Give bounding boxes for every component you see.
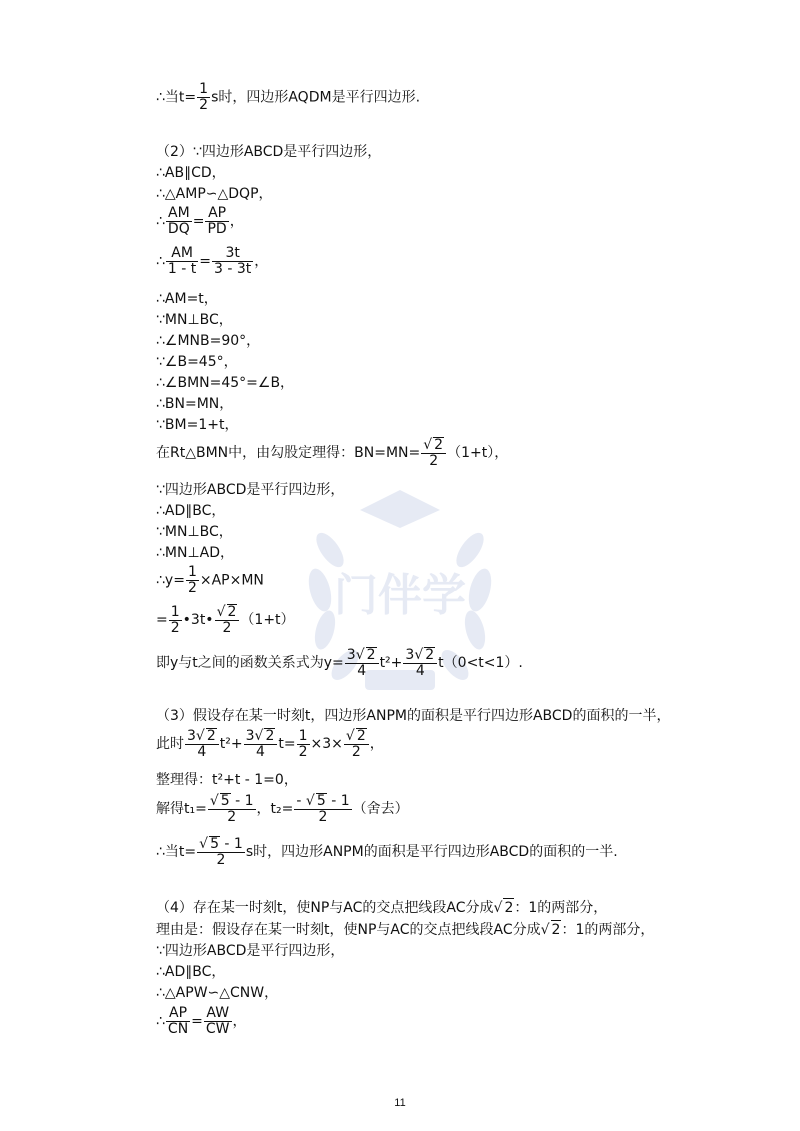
- step-line: ∵BM=1+t，: [156, 417, 239, 433]
- step-line: ∴AD∥BC，: [156, 964, 226, 980]
- conclusion-line-1: ∴当t= $\frac{1}{2}$ s时，四边形AQDM是平行四边形.: [156, 81, 421, 113]
- ratio-line-3: ∴ $\frac{AP}{CN}$ = $\frac{AW}{CW}$ ，: [156, 1005, 247, 1037]
- area-line-2: = $\frac{1}{2}$ •3t• $\frac{√ 2}{2}$ （1+t）: [156, 603, 295, 636]
- equation-line: 此时 $\frac{3√ 2}{4}$ t²+ $\frac{3√ 2}{4}$ t= $\frac{1}{2}$ ×3× $\frac{√ 2}{2}$ ，: [156, 727, 384, 760]
- step-line: ∵四边形ABCD是平行四边形，: [156, 943, 345, 959]
- step-line: ∴AB∥CD，: [156, 165, 226, 181]
- step-line: ∴∠BMN=45°=∠B，: [156, 375, 295, 391]
- step-line: ∵MN⊥BC，: [156, 312, 233, 328]
- step-line: ∴△APW∽△CNW，: [156, 985, 279, 1001]
- step-line: ∴AD∥BC，: [156, 503, 226, 519]
- step-line: ∵∠B=45°，: [156, 354, 238, 370]
- conclusion-line-3: ∴当t= $\frac{√ 5 - 1}{2}$ s时，四边形ANPM的面积是平行四边形ABCD的面积的一半.: [156, 836, 618, 868]
- ratio-line-1: ∴ $\frac{AM}{DQ}$ = $\frac{AP}{PD}$ ，: [156, 205, 244, 237]
- step-line: ∴∠MNB=90°，: [156, 333, 261, 349]
- step-line: ∴MN⊥AD，: [156, 545, 235, 561]
- reason-line: 理由是：假设存在某一时刻t，使NP与AC的交点把线段AC分成√ 2：1的两部分，: [156, 922, 655, 938]
- pythagoras-line: 在Rt△BMN中，由勾股定理得：BN=MN= $\frac{√ 2}{2}$ （1+t），: [156, 437, 509, 469]
- function-line: 即y与t之间的函数关系式为y= $\frac{3√ 2}{4}$ t²+ $\frac{3√ 2}{4}$ t（0<t<1）.: [156, 647, 523, 679]
- part3-heading: （3）假设存在某一时刻t，四边形ANPM的面积是平行四边形ABCD的面积的一半，: [156, 708, 671, 724]
- step-line: ∴AM=t，: [156, 291, 218, 307]
- step-line: ∴BN=MN，: [156, 396, 234, 412]
- step-line: ∵四边形ABCD是平行四边形，: [156, 482, 345, 498]
- page-number: 11: [394, 1097, 406, 1109]
- watermark-text: 门伴学: [334, 570, 466, 621]
- solution-line: 解得t₁= $\frac{√ 5 - 1}{2}$ ，t₂= $\frac{- √ 5 - 1}{2}$ （舍去）: [156, 793, 409, 825]
- area-line-1: ∴y= $\frac{1}{2}$ ×AP×MN: [156, 564, 264, 596]
- step-line: 整理得：t²+t - 1=0，: [156, 772, 298, 788]
- step-line: ∵MN⊥BC，: [156, 524, 233, 540]
- ratio-line-2: ∴ $\frac{AM}{1 - t}$ = $\frac{3t}{3 - 3t}$ ，: [156, 245, 269, 277]
- step-line: ∴△AMP∽△DQP，: [156, 186, 273, 202]
- part2-heading: （2）∵四边形ABCD是平行四边形，: [156, 144, 382, 160]
- part4-heading: （4）存在某一时刻t，使NP与AC的交点把线段AC分成√ 2：1的两部分，: [156, 900, 608, 916]
